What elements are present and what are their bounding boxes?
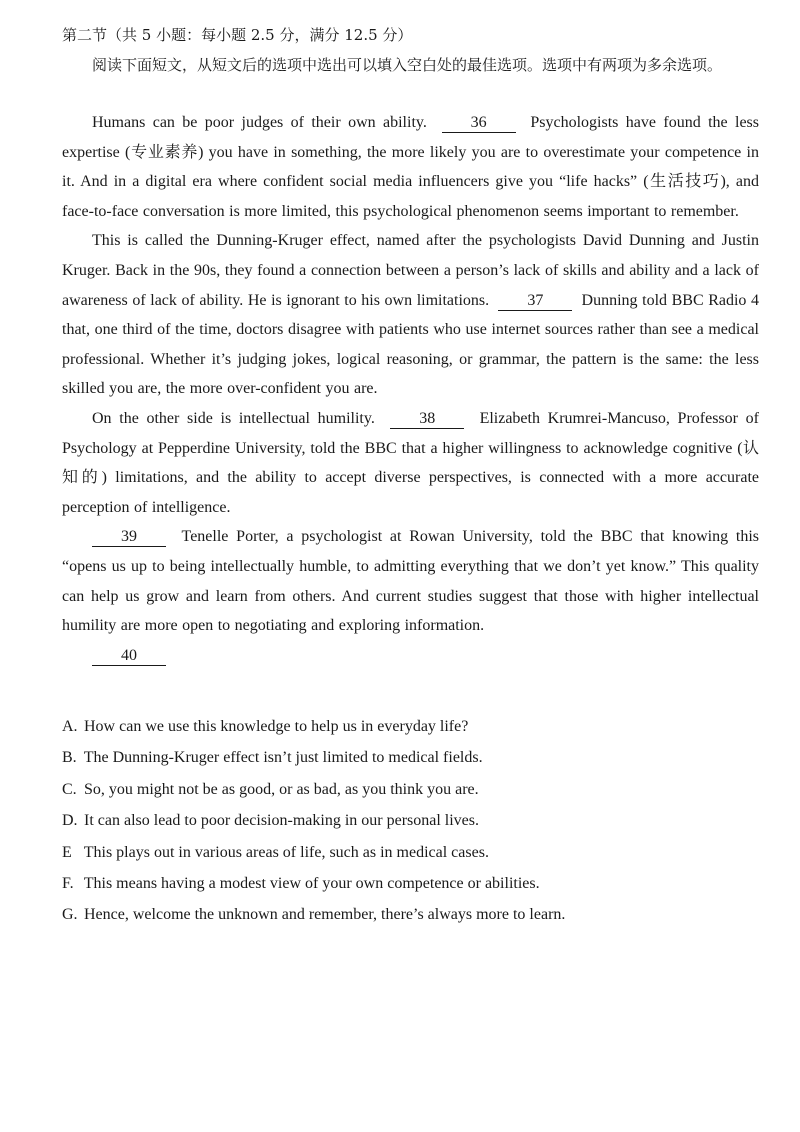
option-text: This plays out in various areas of life, such as in medical cases. — [83, 843, 489, 861]
passage-paragraph-3 — [62, 404, 759, 522]
blank-37: 37 — [498, 292, 572, 311]
passage-paragraph-1 — [62, 108, 759, 226]
blank-40: 40 — [92, 647, 166, 666]
option-a — [62, 711, 762, 742]
option-text: The Dunning-Kruger effect isn’t just limited to medical fields. — [83, 749, 483, 767]
option-text: So, you might not be as good, or as bad, as you think you are. — [84, 780, 479, 798]
option-c — [62, 774, 762, 805]
option-letter: G. — [62, 906, 78, 924]
option-text: It can also lead to poor decision-making in our personal lives. — [84, 812, 480, 830]
option-d — [62, 805, 762, 836]
blank-38: 38 — [390, 410, 464, 429]
paragraph-text: Dunning told BBC Radio 4 that, one third of the time, doctors disagree with patients who use internet sources rather than see a medical professional. Whether it’s judging jokes, logical reasoning, or grammar, the pattern is the same: the less skilled you are, the more over-confident you are. — [62, 291, 760, 398]
option-f — [62, 868, 762, 899]
blank-39: 39 — [92, 528, 166, 547]
paragraph-text: Humans can be poor judges of their own ability. — [92, 114, 427, 131]
option-text: This means having a modest view of your own competence or abilities. — [83, 874, 540, 892]
paragraph-text: On the other side is intellectual humility. — [92, 409, 375, 427]
option-letter: E — [62, 843, 72, 861]
paragraph-text: This is called the Dunning-Kruger effect, named after the psychologists David Dunning and Justin Kruger. Back in the 90s, they found a connection between a person’s lack of skills and ability and a lack of awareness of lack of ability. He is ignorant to his own limitations. — [62, 232, 759, 309]
passage-paragraph-2 — [62, 226, 759, 404]
blank-36: 36 — [442, 114, 516, 133]
option-letter: A. — [62, 718, 78, 735]
option-letter: B. — [62, 749, 77, 767]
passage-paragraph-5 — [62, 641, 759, 671]
paragraph-text: Psychologists have found the less expertise (专业素养) you have in something, the more likely you are to overestimate your competence in it. And in a digital era where confident social media influencers give you “life hacks” (生活技巧), and face-to-face conversation is more limited, this psychological phenomenon seems important to remember. — [62, 114, 759, 220]
option-letter: F. — [62, 874, 74, 892]
option-text: Hence, welcome the unknown and remember, there’s always more to learn. — [84, 906, 566, 924]
section-header: 第二节（共 5 小题：每小题 2.5 分，满分 12.5 分） — [62, 26, 413, 44]
option-g — [62, 899, 762, 930]
option-letter: C. — [62, 780, 77, 798]
option-text: How can we use this knowledge to help us in everyday life? — [84, 718, 469, 735]
paragraph-text: Tenelle Porter, a psychologist at Rowan University, told the BBC that knowing this “opens us up to being intellectually humble, to admitting everything that we don’t yet know.” This quality can help us grow and learn from others. And current studies suggest that those with higher intellectual humility are more open to negotiating and exploring information. — [62, 528, 760, 635]
directions-text: 阅读下面短文，从短文后的选项中选出可以填入空白处的最佳选项。选项中有两项为多余选项。 — [92, 56, 723, 74]
option-e — [62, 837, 762, 868]
paragraph-text: Elizabeth Krumrei-Mancuso, Professor of Psychology at Pepperdine University, told the BBC that a higher willingness to acknowledge cognitive (认知的) limitations, and the ability to accept diverse perspectives, is connected with a more accurate perception of intelligence. — [62, 409, 759, 516]
reading-passage — [62, 108, 759, 670]
option-b — [62, 742, 762, 773]
answer-options — [62, 711, 762, 931]
passage-paragraph-4 — [62, 522, 759, 640]
option-letter: D. — [62, 812, 78, 830]
